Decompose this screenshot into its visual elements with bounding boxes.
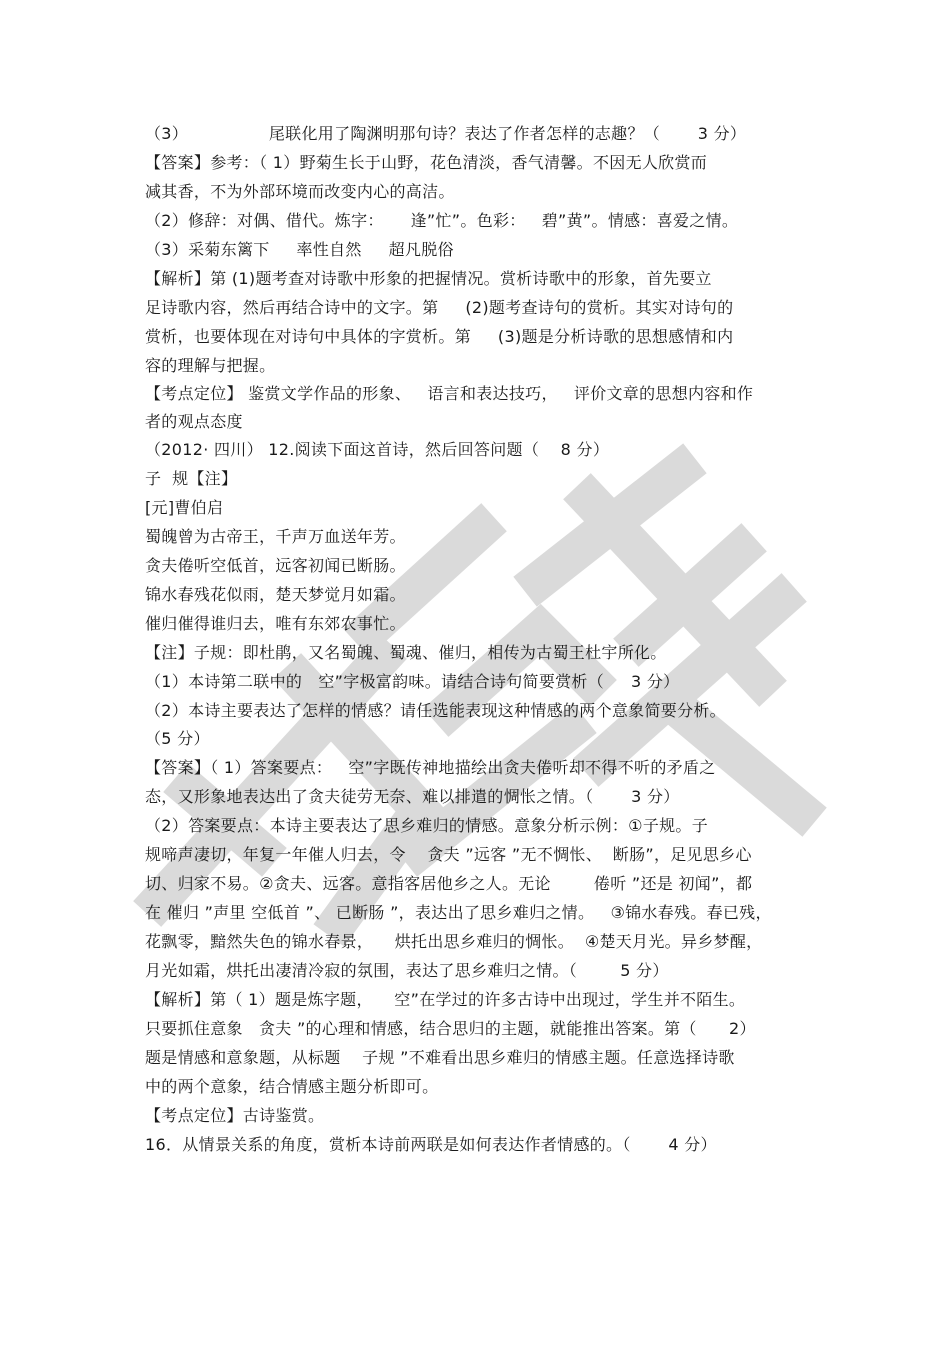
text-line: 月光如霜，烘托出凄清冷寂的氛围，表达了思乡难归之情。（ 5 分）: [145, 961, 669, 980]
text-line: 足诗歌内容，然后再结合诗中的文字。第 (2)题考查诗句的赏析。其实对诗句的: [145, 298, 734, 317]
text-line: （2012· 四川） 12.阅读下面这首诗，然后回答问题（ 8 分）: [145, 440, 610, 459]
text-line: 中的两个意象，结合情感主题分析即可。: [145, 1077, 439, 1096]
text-line: 减其香，不为外部环境而改变内心的高洁。: [145, 182, 455, 201]
text-line: 花飘零，黯然失色的锦水春景， 烘托出思乡难归的惆怅。 ④楚天月光。异乡梦醒，: [145, 932, 763, 951]
text-line: 容的理解与把握。: [145, 356, 276, 375]
text-line: 蜀魄曾为古帝王，千声万血送年芳。: [145, 527, 406, 546]
text-line: 态，又形象地表达出了贪夫徒劳无奈、难以排遣的惆怅之情。（ 3 分）: [145, 787, 680, 806]
text-line: [元]曹伯启: [145, 498, 224, 517]
text-line: 【考点定位】 鉴赏文学作品的形象、 语言和表达技巧， 评价文章的思想内容和作: [145, 384, 754, 403]
text-line: 题是情感和意象题，从标题 子规 ”不难看出思乡难归的情感主题。任意选择诗歌: [145, 1048, 735, 1067]
text-line: （3） 尾联化用了陶渊明那句诗？表达了作者怎样的志趣？（ 3 分）: [145, 124, 747, 143]
text-line: 子 规【注】: [145, 469, 238, 488]
text-line: 16．从情景关系的角度，赏析本诗前两联是如何表达作者情感的。（ 4 分）: [145, 1135, 717, 1154]
text-line: （2）答案要点：本诗主要表达了思乡难归的情感。意象分析示例：①子规。子: [145, 816, 709, 835]
text-line: 规啼声凄切，年复一年催人归去，令 贪夫 ”远客 ”无不惆怅、 断肠”，足见思乡心: [145, 845, 752, 864]
text-line: 切、归家不易。②贪夫、远客。意指客居他乡之人。无论 倦听 ”还是 初闻”，都: [145, 874, 753, 893]
text-line: 只要抓住意象 贪夫 ”的心理和情感，结合思归的主题，就能推出答案。第（ 2）: [145, 1019, 756, 1038]
text-line: 【解析】第（ 1）题是炼字题， 空”在学过的许多古诗中出现过，学生并不陌生。: [145, 990, 746, 1009]
text-line: 在 催归 ”声里 空低首 ”、 已断肠 ”，表达出了思乡难归之情。 ③锦水春残。春已残，: [145, 903, 772, 922]
text-line: 贪夫倦听空低首，远客初闻已断肠。: [145, 556, 406, 575]
text-line: 者的观点态度: [145, 412, 243, 431]
text-line: （2）修辞：对偶、借代。炼字： 逢”忙”。色彩： 碧”黄”。情感：喜爱之情。: [145, 211, 739, 230]
text-line: 锦水春残花似雨，楚天梦觉月如霜。: [145, 585, 406, 604]
text-line: 【考点定位】古诗鉴赏。: [145, 1106, 325, 1125]
text-line: （2）本诗主要表达了怎样的情感？请任选能表现这种情感的两个意象简要分析。: [145, 701, 726, 720]
text-line: 【解析】第 (1)题考查对诗歌中形象的把握情况。赏析诗歌中的形象，首先要立: [145, 269, 712, 288]
text-line: 【答案】（ 1）答案要点： 空”字既传神地描绘出贪夫倦听却不得不听的矛盾之: [145, 758, 716, 777]
text-line: （5 分）: [145, 729, 210, 748]
text-line: （1）本诗第二联中的 空”字极富韵味。请结合诗句简要赏析（ 3 分）: [145, 672, 680, 691]
text-line: （3）采菊东篱下 率性自然 超凡脱俗: [145, 240, 454, 259]
text-line: 【答案】参考：（ 1）野菊生长于山野，花色清淡，香气清馨。不因无人欣赏而: [145, 153, 708, 172]
text-line: 催归催得谁归去，唯有东郊农事忙。: [145, 614, 406, 633]
text-line: 【注】子规：即杜鹃，又名蜀魄、蜀魂、催归，相传为古蜀王杜宇所化。: [145, 643, 667, 662]
text-line: 赏析，也要体现在对诗句中具体的字赏析。第 (3)题是分析诗歌的思想感情和内: [145, 327, 734, 346]
